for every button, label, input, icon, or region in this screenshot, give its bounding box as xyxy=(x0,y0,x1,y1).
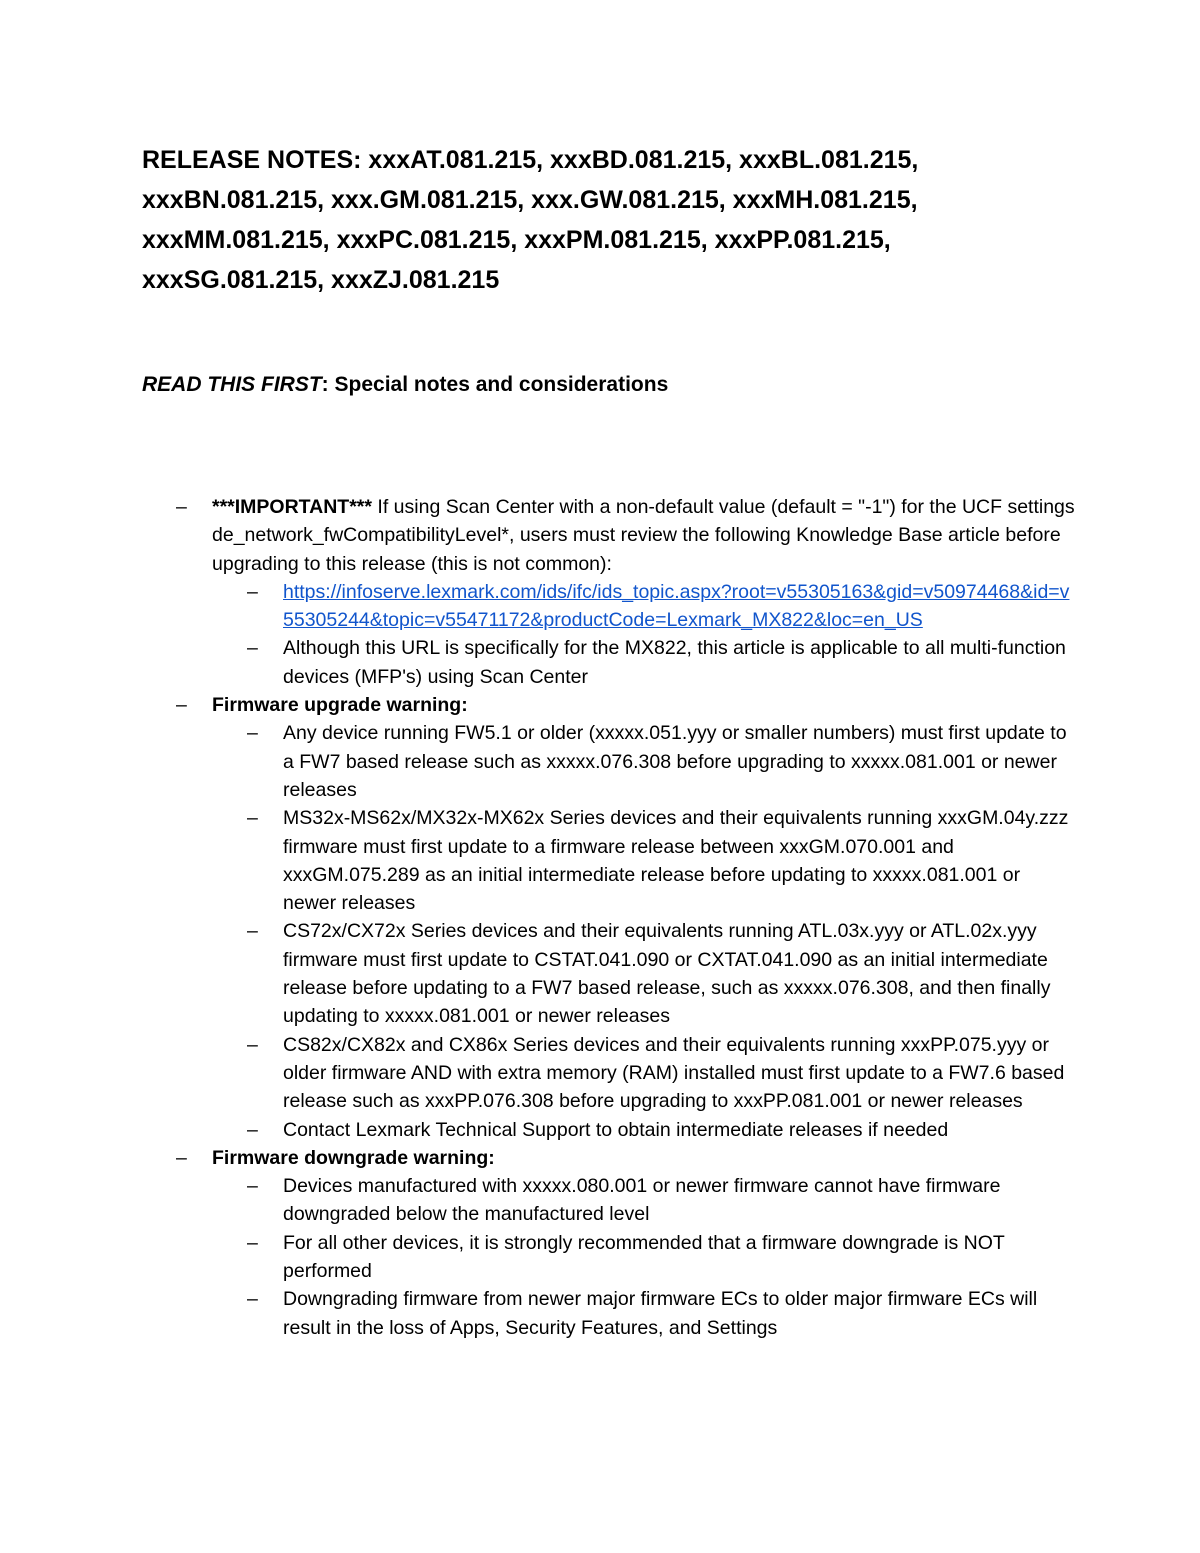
list-item-text: CS72x/CX72x Series devices and their equivalents running ATL.03x.yyy or ATL.02x.yyy firmware must first update to CSTAT.041.090 or CXTAT.041.090 as an initial intermediate release before updating to a FW7 based release, such as xxxxx.076.308, and then finally updating to xxxxx.081.001 or newer releases xyxy=(283,920,1051,1028)
downgrade-sub-list xyxy=(212,1172,1076,1342)
list-item xyxy=(247,804,1076,917)
dash-bullet: – xyxy=(247,580,258,603)
list-item-text: Downgrading firmware from newer major firmware ECs to older major firmware ECs will result in the loss of Apps, Security Features, and Settings xyxy=(283,1288,1038,1339)
list-item xyxy=(247,1031,1076,1116)
list-item xyxy=(247,1172,1076,1229)
dash-bullet: – xyxy=(176,694,187,717)
list-item-text: CS82x/CX82x and CX86x Series devices and their equivalents running xxxPP.075.yyy or older firmware AND with extra memory (RAM) installed must first update to a FW7.6 based release such as xxxPP.076.308 before upgrading to xxxPP.081.001 or newer releases xyxy=(283,1033,1065,1113)
dash-bullet: – xyxy=(247,807,258,830)
list-item xyxy=(247,634,1076,691)
list-item-important xyxy=(176,493,1076,691)
dash-bullet: – xyxy=(247,1288,258,1311)
upgrade-warning-label: Firmware upgrade warning: xyxy=(212,694,468,717)
important-text: If using Scan Center with a non-default value (default = "-1") for the UCF settings de_network_fwCompatibilityLevel*, users must review the following Knowledge Base article before upgrading to this release (this is not common): xyxy=(212,496,1075,575)
dash-bullet: – xyxy=(176,1146,187,1169)
list-item xyxy=(247,1116,1076,1144)
dash-bullet: – xyxy=(247,637,258,660)
important-sub-list xyxy=(212,578,1076,691)
list-item-text: Devices manufactured with xxxxx.080.001 or newer firmware cannot have firmware downgraded below the manufactured level xyxy=(283,1175,1001,1226)
section-heading-lead: READ THIS FIRST xyxy=(142,373,322,396)
list-item xyxy=(247,917,1076,1030)
list-item xyxy=(247,1229,1076,1286)
list-item-text: For all other devices, it is strongly recommended that a firmware downgrade is NOT performed xyxy=(283,1231,1005,1283)
list-item-text: Any device running FW5.1 or older (xxxxx.051.yyy or smaller numbers) must first update to a FW7 based release such as xxxxx.076.308 before upgrading to xxxxx.081.001 or newer releases xyxy=(283,722,1067,801)
section-heading-rest: : Special notes and considerations xyxy=(321,373,669,396)
dash-bullet: – xyxy=(247,1033,258,1056)
downgrade-warning-label: Firmware downgrade warning: xyxy=(212,1146,495,1169)
kb-article-link[interactable]: https://infoserve.lexmark.com/ids/ifc/ids_topic.aspx?root=v55305163&gid=v50974468&id=v55305244&topic=v55471172&productCode=Lexmark_MX822&loc=en_US xyxy=(283,580,1070,632)
dash-bullet: – xyxy=(247,1175,258,1198)
dash-bullet: – xyxy=(247,1118,258,1141)
list-item xyxy=(247,578,1076,635)
list-item-text: Contact Lexmark Technical Support to obtain intermediate releases if needed xyxy=(283,1118,949,1141)
list-item-text: MS32x-MS62x/MX32x-MX62x Series devices and their equivalents running xxxGM.04y.zzz firmware must first update to a firmware release between xxxGM.070.001 and xxxGM.075.289 as an initial intermediate release before updating to xxxxx.081.001 or newer releases xyxy=(283,807,1069,915)
list-item xyxy=(247,1285,1076,1342)
list-item-text: Although this URL is specifically for the MX822, this article is applicable to all multi-function devices (MFP's) using Scan Center xyxy=(283,637,1066,688)
notes-list xyxy=(176,493,1076,1342)
list-item-downgrade-warning xyxy=(176,1144,1076,1342)
section-heading xyxy=(142,371,668,399)
dash-bullet: – xyxy=(176,496,187,518)
upgrade-sub-list xyxy=(212,719,1076,1143)
list-item-upgrade-warning xyxy=(176,691,1076,1144)
dash-bullet: – xyxy=(247,920,258,943)
page-title: RELEASE NOTES: xxxAT.081.215, xxxBD.081.215, xxxBL.081.215, xxxBN.081.215, xxx.GM.081.215, xxx.GW.081.215, xxxMH.081.215, xxxMM.081.215, xxxPC.081.215, xxxPM.081.215, xxxPP.081.215, xxxSG.081.215, xxxZJ.081.215 xyxy=(142,146,919,294)
important-label: ***IMPORTANT*** xyxy=(212,496,372,518)
list-item xyxy=(247,719,1076,804)
dash-bullet: – xyxy=(247,1231,258,1254)
dash-bullet: – xyxy=(247,722,258,745)
